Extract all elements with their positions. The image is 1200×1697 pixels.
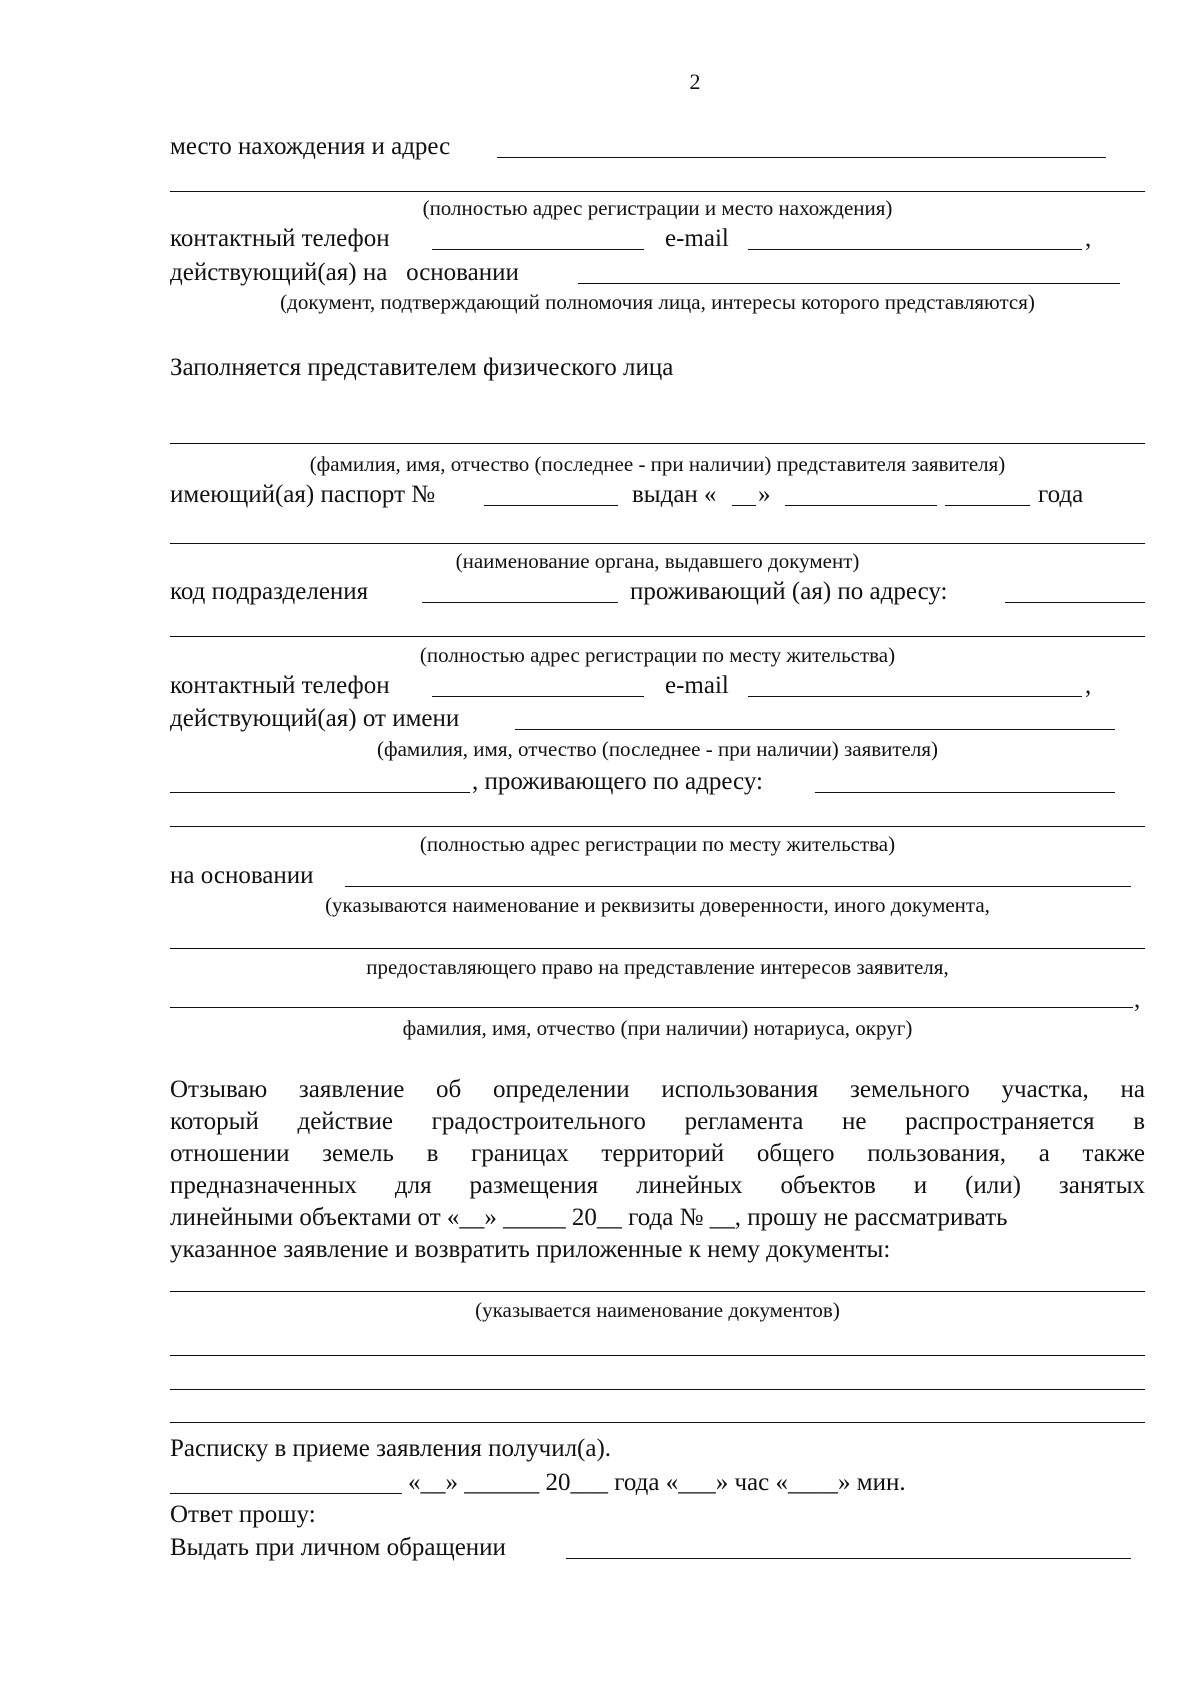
basis-label: действующий(ая) на основании (170, 259, 519, 286)
email-label: e-mail (665, 225, 729, 252)
rep-phone-label: контактный телефон (170, 672, 390, 699)
email-field[interactable] (748, 249, 1082, 250)
passport-number-field[interactable] (484, 505, 618, 506)
division-code-field[interactable] (422, 602, 618, 603)
power-basis-label: на основании (170, 862, 314, 889)
receipt-date-line: «__» ______ 20___ года «___» час «____» мин. (408, 1469, 906, 1496)
rep-heading: Заполняется представителем физического лица (170, 354, 674, 381)
issued-year-field[interactable] (945, 505, 1030, 506)
address-label: место нахождения и адрес (170, 133, 451, 160)
applicant-residing-label: , проживающего по адресу: (472, 768, 763, 795)
issued-day-field[interactable] (732, 505, 756, 506)
issued-quote-close: » (758, 481, 771, 508)
in-person-field[interactable] (566, 1558, 1131, 1559)
applicant-caption: (фамилия, имя, отчество (последнее - при наличии) заявителя) (376, 737, 939, 761)
rep-name-caption: (фамилия, имя, отчество (последнее - при наличии) представителя заявителя) (309, 452, 1006, 476)
on-behalf-label: действующий(ая) от имени (170, 705, 460, 732)
power-caption-2: предоставляющего право на представление интересов заявителя, (366, 955, 949, 979)
address-field-line-2[interactable] (170, 191, 1145, 192)
residing-label: проживающий (ая) по адресу: (630, 578, 948, 605)
basis-caption: (документ, подтверждающий полномочия лица, интересы которого представляются) (280, 290, 1035, 314)
phone-label: контактный телефон (170, 225, 390, 252)
trailing-comma: , (1085, 225, 1092, 252)
withdrawal-line-1: Отзываю заявление об определении использования земельного участка, на (170, 1076, 1145, 1103)
residence-field-line-2[interactable] (170, 636, 1145, 637)
power-caption-3: фамилия, имя, отчество (при наличии) нотариуса, округ) (402, 1016, 913, 1040)
issuer-caption: (наименование органа, выдавшего документ) (455, 549, 860, 573)
withdrawal-line-4: предназначенных для размещения линейных объектов и (или) занятых (170, 1172, 1145, 1199)
basis-field[interactable] (578, 283, 1120, 284)
issued-month-field[interactable] (785, 505, 937, 506)
applicant-name-field-line-2[interactable] (170, 792, 470, 793)
documents-field-line-4[interactable] (170, 1422, 1145, 1423)
answer-label: Ответ прошу: (170, 1501, 316, 1528)
power-caption-1: (указываются наименование и реквизиты доверенности, иного документа, (325, 893, 990, 917)
receipt-signature-field[interactable] (170, 1493, 402, 1494)
documents-field-line-2[interactable] (170, 1355, 1145, 1356)
address-caption: (полностью адрес регистрации и место нахождения) (422, 196, 893, 220)
phone-field[interactable] (432, 249, 644, 250)
withdrawal-line-5: линейными объектами от «__» _____ 20__ года № __, прошу не рассматривать (170, 1204, 1008, 1231)
power-field-line-3[interactable] (170, 1007, 1133, 1008)
applicant-residence-field[interactable] (815, 792, 1115, 793)
rep-phone-field[interactable] (432, 696, 644, 697)
power-field-line-2[interactable] (170, 948, 1145, 949)
address-field[interactable] (497, 157, 1106, 158)
documents-caption: (указывается наименование документов) (475, 1298, 840, 1322)
applicant-residence-field-line-2[interactable] (170, 826, 1145, 827)
withdrawal-line-2: который действие градостроительного регламента не распространяется в (170, 1108, 1145, 1135)
documents-field-line-3[interactable] (170, 1389, 1145, 1390)
documents-field[interactable] (170, 1291, 1145, 1292)
residence-caption: (полностью адрес регистрации по месту жительства) (419, 643, 896, 667)
withdrawal-line-3: отношении земель в границах территорий общего пользования, а также (170, 1140, 1145, 1167)
issued-label: выдан « (632, 481, 717, 508)
applicant-residence-caption: (полностью адрес регистрации по месту жительства) (419, 832, 896, 856)
year-label: года (1038, 481, 1084, 508)
rep-email-field[interactable] (748, 696, 1082, 697)
rep-trailing-comma: , (1085, 672, 1092, 699)
rep-email-label: e-mail (665, 672, 729, 699)
residence-field[interactable] (1005, 602, 1145, 603)
issuer-field[interactable] (170, 543, 1145, 544)
division-code-label: код подразделения (170, 578, 369, 605)
receipt-label: Расписку в приеме заявления получил(а). (170, 1435, 612, 1462)
page-number: 2 (689, 69, 701, 94)
rep-name-field[interactable] (170, 443, 1145, 444)
in-person-label: Выдать при личном обращении (170, 1534, 506, 1561)
power-comma: , (1134, 986, 1141, 1013)
withdrawal-line-6: указанное заявление и возвратить приложенные к нему документы: (170, 1236, 891, 1263)
passport-label: имеющий(ая) паспорт № (170, 481, 436, 508)
power-basis-field[interactable] (345, 886, 1131, 887)
applicant-name-field[interactable] (515, 729, 1115, 730)
